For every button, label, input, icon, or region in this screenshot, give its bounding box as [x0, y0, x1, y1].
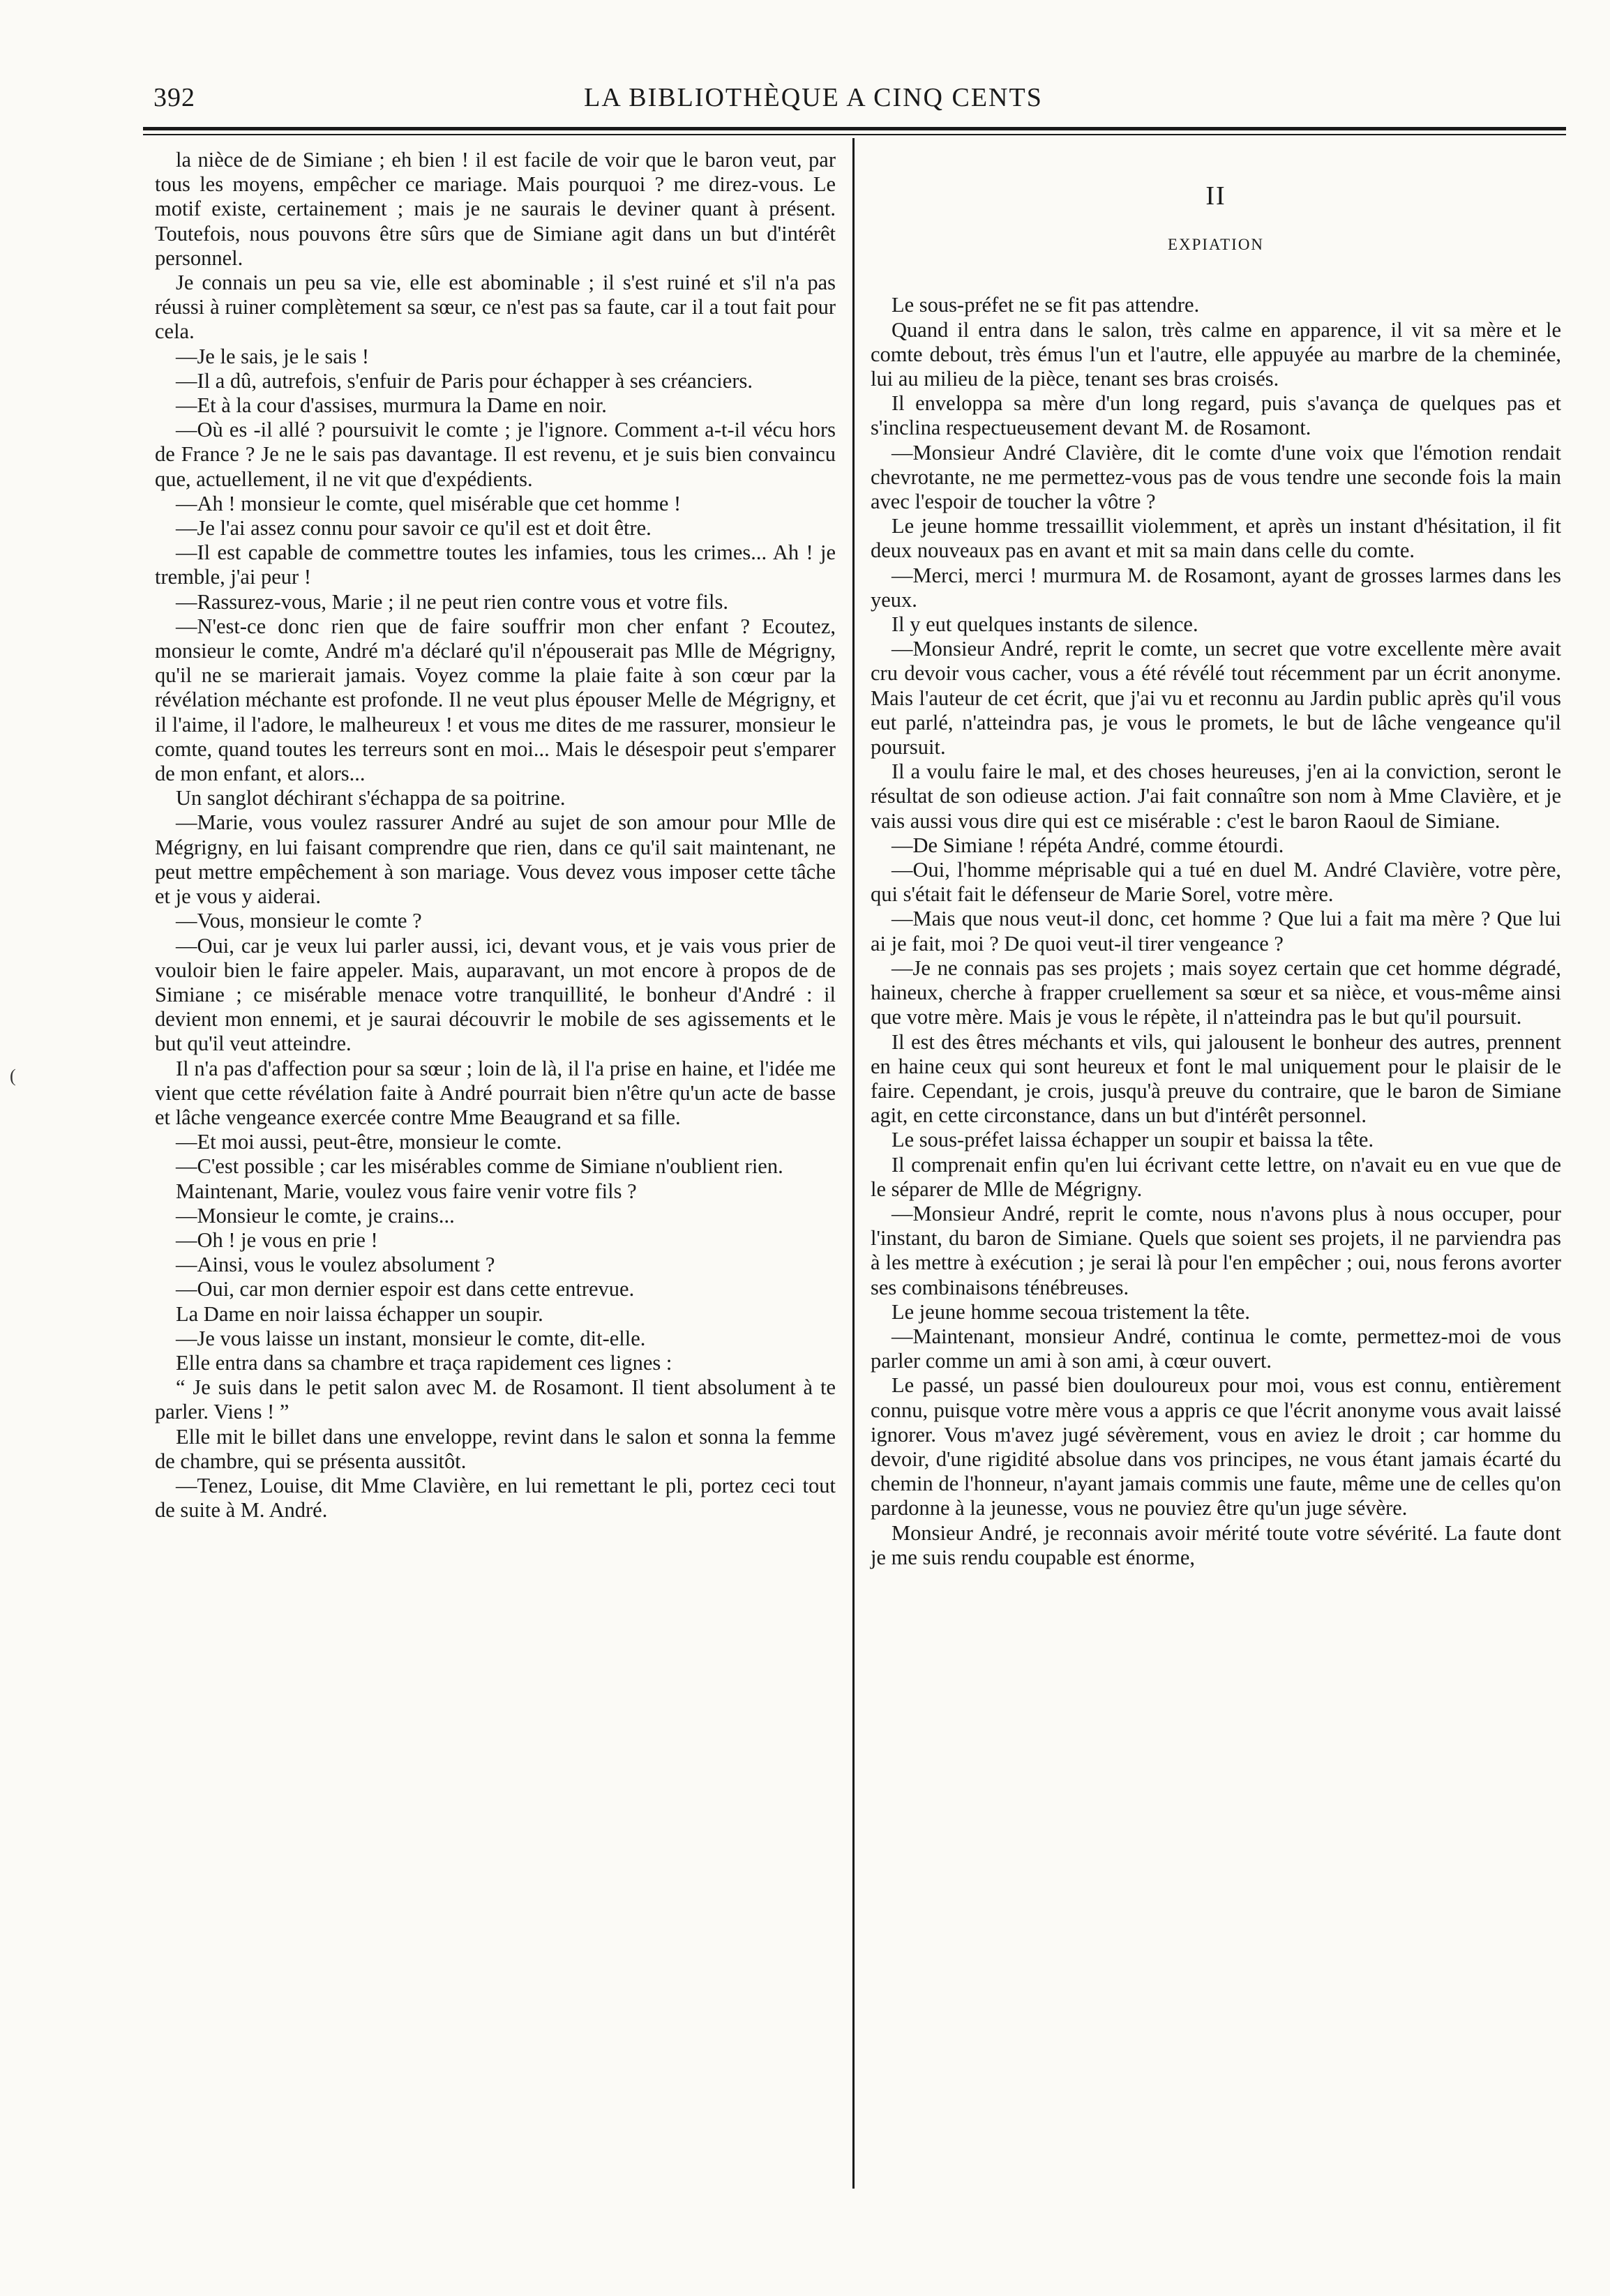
paragraph: —Maintenant, monsieur André, continua le comte, permettez-moi de vous parler comme un ami à son ami, à cœur ouvert. [871, 1324, 1561, 1373]
paragraph: —Monsieur André Clavière, dit le comte d'une voix que l'émotion rendait chevrotante, ne me permettez-vous pas de vous tendre une seconde fois la main avec l'espoir de toucher la vôtre ? [871, 440, 1561, 514]
running-title: LA BIBLIOTHÈQUE A CINQ CENTS [584, 83, 1043, 112]
paragraph: Elle entra dans sa chambre et traça rapidement ces lignes : [176, 1350, 672, 1375]
paragraph: Il n'a pas d'affection pour sa sœur ; loin de là, il l'a prise en haine, et l'idée me vient que cette révélation faite à André pourrait bien n'être qu'un acte de basse et lâche vengeance exercée contre Mme Beaugrand et sa fille. [155, 1056, 836, 1129]
paragraph: —Mais que nous veut-il donc, cet homme ? Que lui a fait ma mère ? Que lui ai je fait, moi ? De quoi veut-il tirer vengeance ? [871, 907, 1561, 956]
paragraph: —Vous, monsieur le comte ? [176, 909, 422, 933]
right-column-text [871, 293, 1561, 1570]
paragraph: —Et à la cour d'assises, murmura la Dame en noir. [176, 393, 607, 418]
paragraph: —Je vous laisse un instant, monsieur le comte, dit-elle. [176, 1326, 646, 1350]
left-column [155, 148, 836, 1523]
right-column [871, 148, 1561, 1570]
page-number: 392 [153, 83, 195, 112]
paragraph: —Oh ! je vous en prie ! [176, 1228, 378, 1252]
paragraph: Il a voulu faire le mal, et des choses heureuses, j'en ai la conviction, seront le résultat de son odieuse action. J'ai fait connaître son nom à Mme Clavière, et je vais aussi vous dire qui est ce misérable : c'est le baron Raoul de Simiane. [871, 760, 1561, 833]
paragraph: Un sanglot déchirant s'échappa de sa poitrine. [176, 786, 566, 810]
paragraph: Elle mit le billet dans une enveloppe, revint dans le salon et sonna la femme de chambre, qui se présenta aussitôt. [155, 1424, 836, 1473]
paragraph: —Monsieur André, reprit le comte, nous n'avons plus à nous occuper, pour l'instant, du baron de Simiane. Quels que soient ses projets, il ne parviendra pas à les mettre à exécution ; je serai là pour l'en empêcher ; oui, nous ferons avorter ses combinaisons ténébreuses. [871, 1201, 1561, 1299]
chapter-title: EXPIATION [1167, 236, 1265, 254]
paragraph: —Je le sais, je le sais ! [176, 344, 369, 368]
paragraph: —Et moi aussi, peut-être, monsieur le comte. [176, 1130, 562, 1154]
paragraph: —Merci, merci ! murmura M. de Rosamont, ayant de grosses larmes dans les yeux. [871, 563, 1561, 612]
paragraph: —Je l'ai assez connu pour savoir ce qu'il est et doit être. [176, 516, 652, 541]
paragraph: Il y eut quelques instants de silence. [891, 612, 1198, 637]
paragraph: —Marie, vous voulez rassurer André au sujet de son amour pour Mlle de Mégrigny, en lui faisant comprendre que rien, dans ce qu'il sait maintenant, ne peut mettre empêchement à son mariage. Vous devez vous imposer cette tâche et je vous y aiderai. [155, 810, 836, 909]
page-header [112, 82, 1515, 126]
paragraph: Quand il entra dans le salon, très calme en apparence, il vit sa mère et le comte debout, très émus l'un et l'autre, elle appuyée au marbre de la cheminée, lui au milieu de la pièce, tenant ses bras croisés. [871, 317, 1561, 391]
header-rule-thin [143, 134, 1566, 135]
paragraph: —Il a dû, autrefois, s'enfuir de Paris pour échapper à ses créanciers. [176, 368, 753, 393]
paragraph: Je connais un peu sa vie, elle est abominable ; il s'est ruiné et s'il n'a pas réussi à ruiner complètement sa sœur, ce n'est pas sa faute, car il a tout fait pour cela. [155, 271, 836, 344]
paragraph: —Où es -il allé ? poursuivit le comte ; je l'ignore. Comment a-t-il vécu hors de France ? Je ne le sais pas davantage. Il est revenu, et je suis bien convaincu que, actuellement, il ne vit que d'expédients. [155, 418, 836, 491]
paragraph: —C'est possible ; car les misérables comme de Simiane n'oublient rien. [176, 1154, 783, 1179]
paragraph: —De Simiane ! répéta André, comme étourdi. [891, 833, 1284, 857]
chapter-number: II [1205, 181, 1226, 211]
paragraph: Le sous-préfet ne se fit pas attendre. [891, 293, 1200, 317]
paragraph: —Je ne connais pas ses projets ; mais soyez certain que cet homme dégradé, haineux, cherche à frapper cruellement sa sœur et sa nièce, et vous-même ainsi que votre mère. Mais je vous le répète, il n'atteindra pas le but qu'il poursuit. [871, 956, 1561, 1029]
header-rule [143, 127, 1566, 130]
paragraph: La Dame en noir laissa échapper un soupir. [176, 1301, 543, 1326]
paragraph: —Monsieur André, reprit le comte, un secret que votre excellente mère avait cru devoir vous cacher, vous a été révélé tout récemment par un écrit anonyme. Mais l'auteur de cet écrit, que j'ai vu et reconnu au Jardin public après qu'il vous eut parlé, n'atteindra pas, je vous le promets, le but de lâche vengeance qu'il poursuit. [871, 637, 1561, 760]
paragraph: Le jeune homme tressaillit violemment, et après un instant d'hésitation, il fit deux nouveaux pas en avant et mit sa main dans celle du comte. [871, 514, 1561, 563]
paragraph: —Ah ! monsieur le comte, quel misérable que cet homme ! [176, 491, 682, 515]
paragraph: Il est des êtres méchants et vils, qui jalousent le bonheur des autres, prennent en haine ceux qui sont heureux et font le mal uniquement pour le plaisir de le faire. Cependant, je crois, jusqu'à preuve du contraire, que le baron de Simiane agit, en cette circonstance, dans un but d'intérêt personnel. [871, 1029, 1561, 1128]
paragraph: Le sous-préfet laissa échapper un soupir et baissa la tête. [891, 1128, 1374, 1152]
paragraph: —Monsieur le comte, je crains... [176, 1203, 455, 1228]
paragraph: Le passé, un passé bien douloureux pour moi, vous est connu, entièrement connu, puisque votre mère vous a appris ce que l'écrit anonyme vous avait laissé ignorer. Vous m'avez jugé sévèrement, vous en aviez le droit ; car homme du devoir, d'une rigidité absolue dans vos principes, ne vous étant jamais écarté du chemin de l'honneur, n'ayant jamais commis une faute, même une de celles qu'on pardonne à la jeunesse, vous ne pouviez être qu'un juge sévère. [871, 1373, 1561, 1520]
paragraph: —Oui, car je veux lui parler aussi, ici, devant vous, et je vais vous prier de vouloir bien le faire appeler. Mais, auparavant, un mot encore à propos de de Simiane ; ce misérable menace votre tranquillité, le bonheur d'André : il devient mon ennemi, et je saurai découvrir le mobile de ses agissements et le but qu'il veut atteindre. [155, 933, 836, 1056]
paragraph: la nièce de de Simiane ; eh bien ! il est facile de voir que le baron veut, par tous les moyens, empêcher ce mariage. Mais pourquoi ? me direz-vous. Le motif existe, certainement ; mais je ne saurais le deviner quant à présent. Toutefois, nous pouvons être sûrs que de Simiane agit dans un but d'intérêt personnel. [155, 148, 836, 270]
paragraph: —Rassurez-vous, Marie ; il ne peut rien contre vous et votre fils. [176, 589, 728, 614]
column-divider [852, 138, 855, 2189]
paragraph: Il enveloppa sa mère d'un long regard, puis s'avança de quelques pas et s'inclina respectueusement devant M. de Rosamont. [871, 391, 1561, 440]
paragraph: —Tenez, Louise, dit Mme Clavière, en lui remettant le pli, portez ceci tout de suite à M. André. [155, 1473, 836, 1523]
paragraph: “ Je suis dans le petit salon avec M. de Rosamont. Il tient absolument à te parler. Viens ! ” [155, 1375, 836, 1424]
paragraph: —Ainsi, vous le voulez absolument ? [176, 1253, 495, 1277]
margin-mark: ( [10, 1066, 16, 1086]
paragraph: —Oui, car mon dernier espoir est dans cette entrevue. [176, 1277, 635, 1301]
paragraph: —Il est capable de commettre toutes les infamies, tous les crimes... Ah ! je tremble, j'ai peur ! [155, 541, 836, 589]
paragraph: —N'est-ce donc rien que de faire souffrir mon cher enfant ? Ecoutez, monsieur le comte, André m'a déclaré qu'il n'épouserait pas Mlle de Mégrigny, qu'il ne se marierait jamais. Voyez comme la plaie faite à son cœur par la révélation méchante est profonde. Il ne veut plus épouser Melle de Mégrigny, et il l'aime, il l'adore, le malheureux ! et vous me dites de me rassurer, monsieur le comte, quand toutes les terreurs sont en moi... Mais le désespoir peut s'emparer de mon enfant, et alors... [155, 614, 836, 786]
paragraph: Monsieur André, je reconnais avoir mérité toute votre sévérité. La faute dont je me suis rendu coupable est énorme, [871, 1520, 1561, 1569]
paragraph: Maintenant, Marie, voulez vous faire venir votre fils ? [176, 1179, 637, 1203]
paragraph: Il comprenait enfin qu'en lui écrivant cette lettre, on n'avait eu en vue que de le séparer de Mlle de Mégrigny. [871, 1152, 1561, 1201]
paragraph: Le jeune homme secoua tristement la tête. [891, 1299, 1251, 1324]
paragraph: —Oui, l'homme méprisable qui a tué en duel M. André Clavière, votre père, qui s'était fait le défenseur de Marie Sorel, votre mère. [871, 858, 1561, 907]
